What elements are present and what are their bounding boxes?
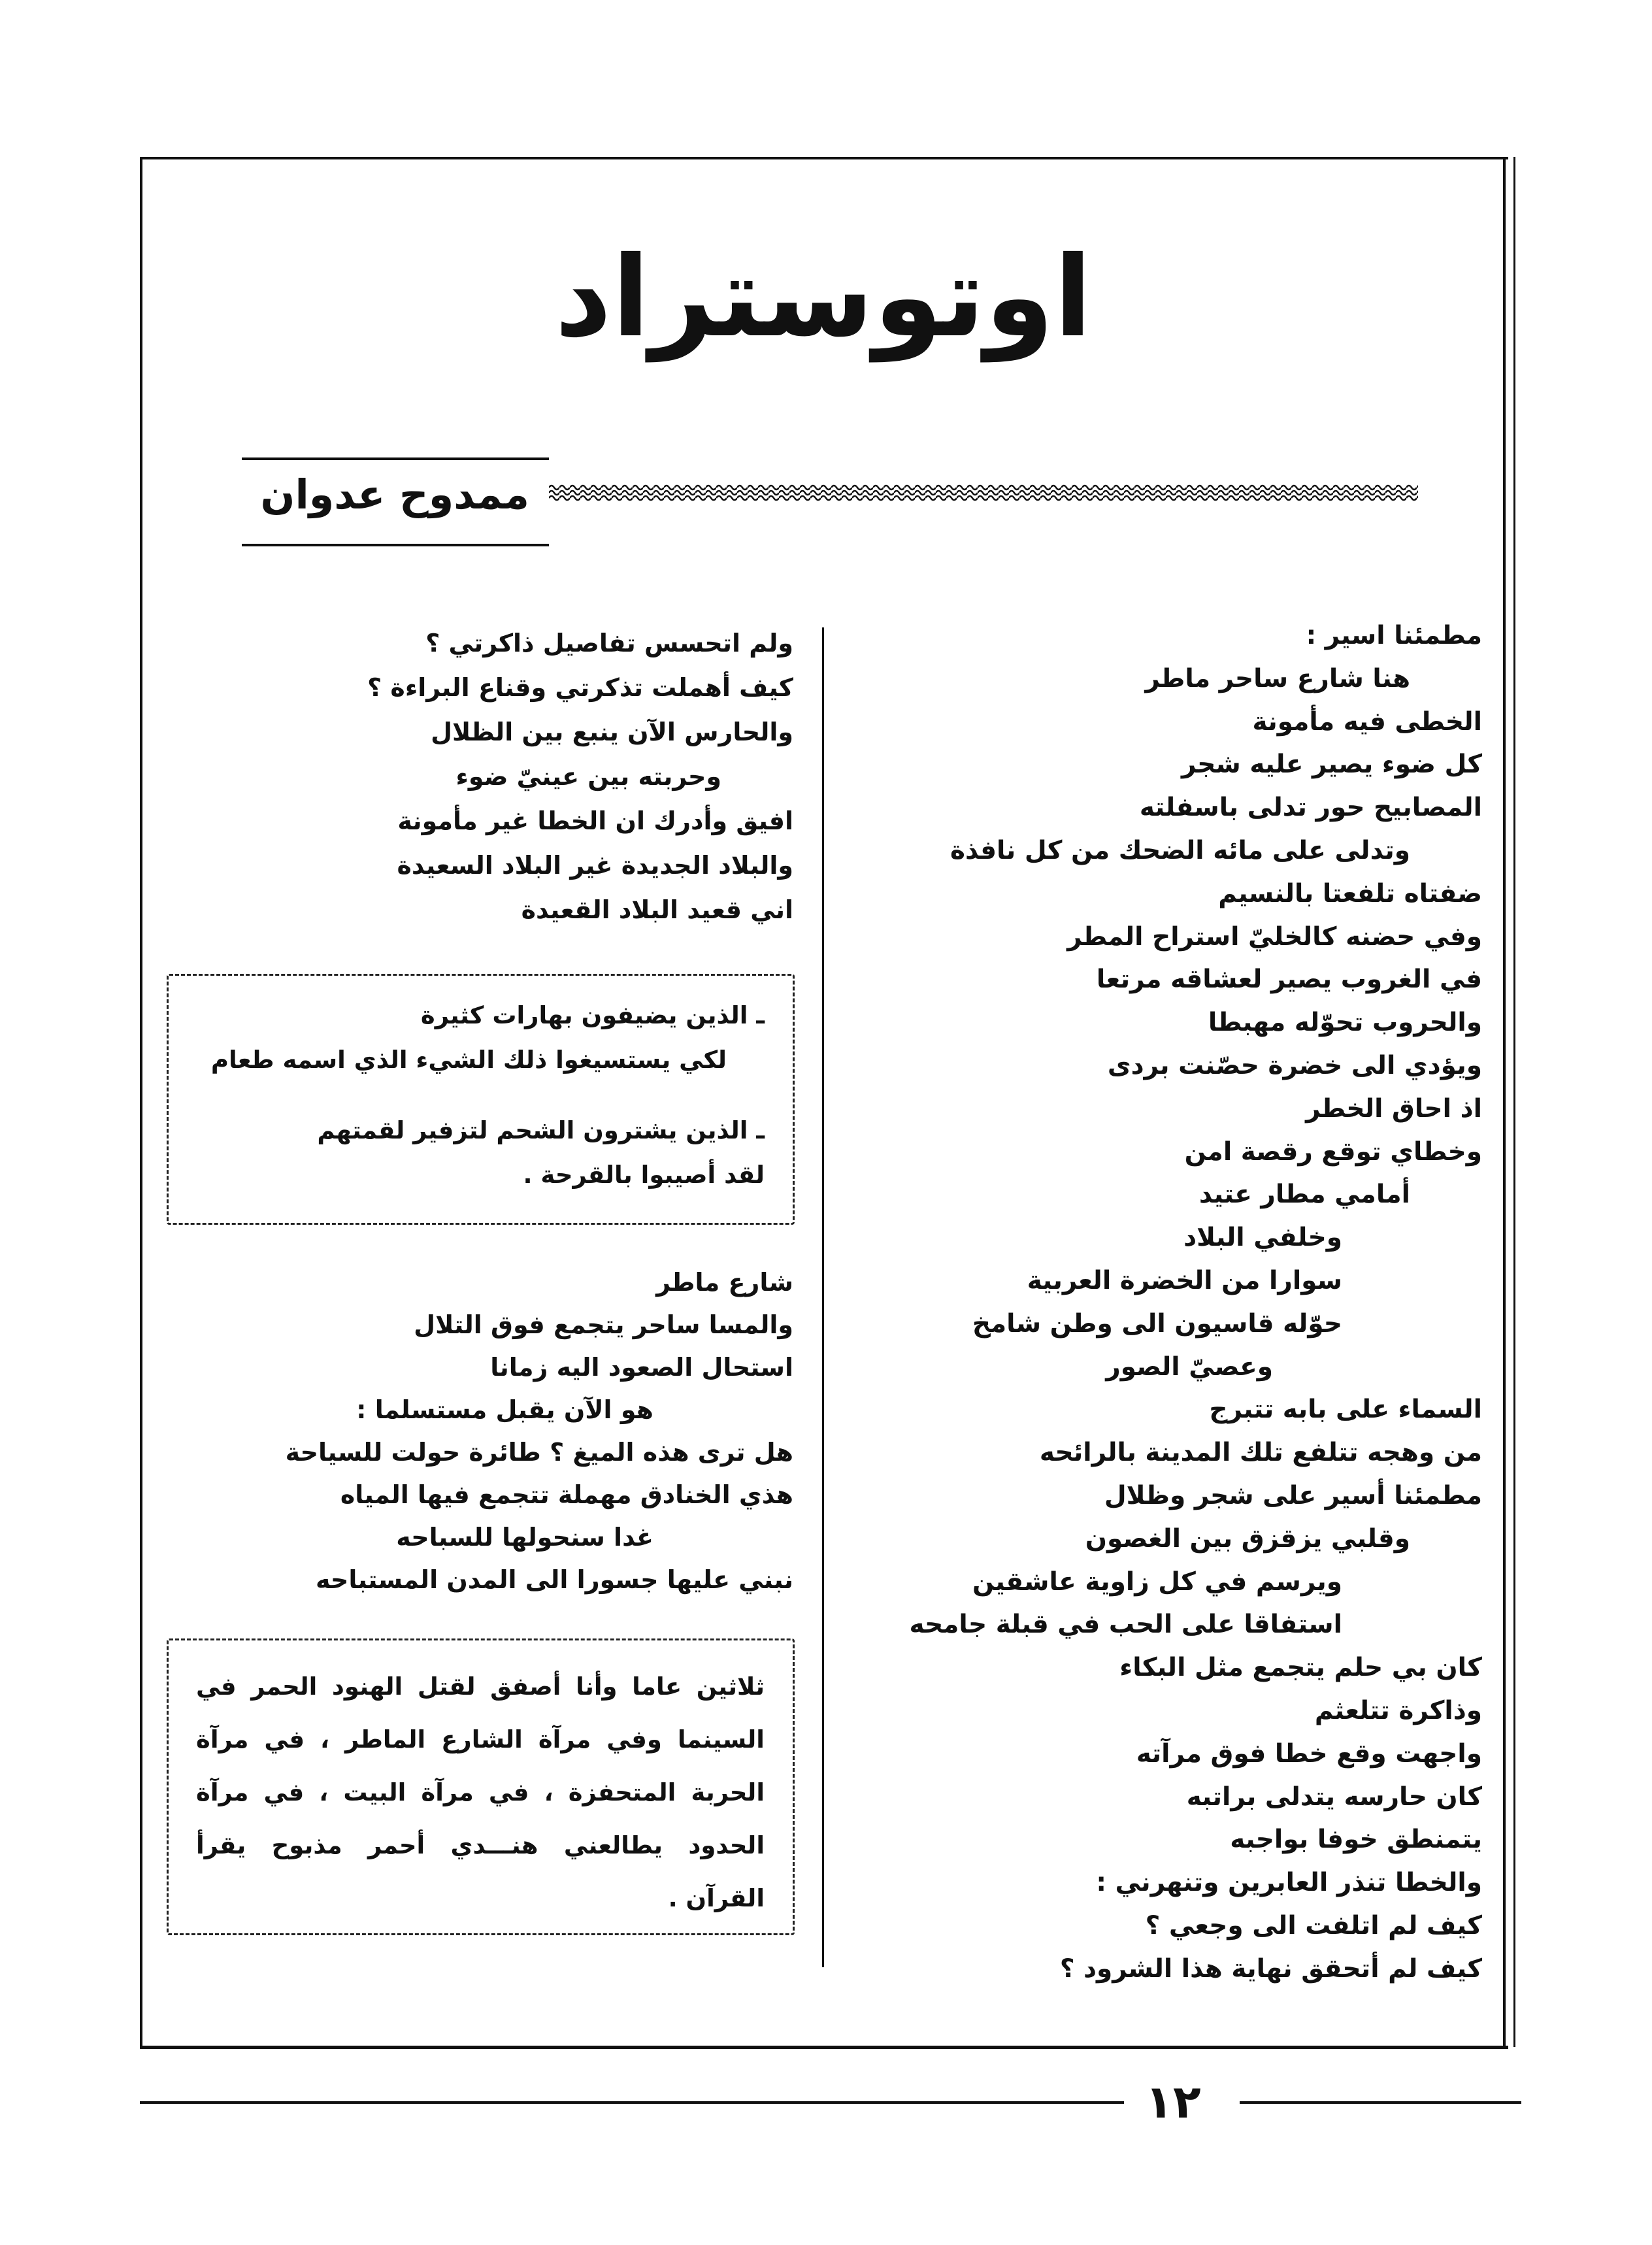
verse-line: وذاكرة تتلعثم [1314,1695,1482,1725]
verse-line: والخطا تنذر العابرين وتنهرني : [1096,1868,1482,1898]
verse-line: والبلاد الجديدة غير البلاد السعيدة [397,851,793,880]
verse-line: كيف لم أتحقق نهاية هذا الشرود ؟ [1059,1954,1482,1984]
verse-line: نبني عليها جسورا الى المدن المستباحه [315,1565,793,1594]
verse-line: اني قعيد البلاد القعيدة [521,895,793,924]
inset-box-1-text [186,993,765,1197]
verse-line: كيف لم اتلفت الى وجعي ؟ [1145,1910,1482,1940]
left-column-verse-middle [183,1261,793,1601]
verse-line: ويؤدي الى خضرة حصّنت بردى [1107,1050,1482,1080]
verse-line: والمسا ساحر يتجمع فوق التلال [414,1310,793,1339]
verse-line: وفي حضنه كالخليّ استراح المطر [1067,922,1482,952]
verse-line: السماء على بابه تتبرج [1209,1395,1482,1425]
stanza-gap [186,1082,765,1108]
verse-line: وخلفي البلاد [1183,1223,1342,1253]
footer-rule-left [140,2101,1124,2104]
verse-line: كل ضوء يصير عليه شجر [1181,750,1482,780]
verse-line: وخطاي توقع رقصة امن [1184,1137,1482,1167]
verse-line: والحروب تحوّله مهبطا [1208,1008,1482,1038]
verse-line: يتمنطق خوفا بواجبه [1230,1825,1482,1855]
verse-line: كان حارسه يتدلى براتبه [1186,1782,1482,1812]
verse-line: ولم اتحسس تفاصيل ذاكرتي ؟ [425,629,793,657]
decorative-wavy-rule [549,482,1418,503]
page-frame-right-double-rule [1503,157,1515,2047]
inset-box-2-paragraph: ثلاثين عاما وأنا أصفق لقتل الهنود الحمر في السينما وفي مرآة الشارع الماطر ، في مرآة الحربة المتحفزة ، في مرآة البيت ، في مرآة الحدود يطالعني هنـــدي أحمر مذبوح يقرأ القرآن . [196,1672,765,1912]
verse-line: هل ترى هذه الميغ ؟ طائرة حولت للسياحة [285,1438,793,1467]
verse-line: استحال الصعود اليه زمانا [490,1353,793,1382]
verse-line: افيق وأدرك ان الخطا غير مأمونة [397,807,793,835]
verse-line: هذي الخنادق مهملة تتجمع فيها المياه [340,1480,793,1509]
verse-line: هو الآن يقبل مستسلما : [356,1395,653,1424]
verse-line: وتدلى على مائه الضحك من كل نافذة [950,835,1410,865]
verse-line: وعصيّ الصور [1106,1352,1273,1382]
verse-line: ضفتاه تلفعتا بالنسيم [1218,878,1482,908]
verse-line: واجهت وقع خطا فوق مرآته [1136,1738,1482,1769]
verse-line: ـ الذين يضيفون بهارات كثيرة [420,1001,765,1029]
column-divider [822,627,824,1967]
verse-line: هنا شارع ساحر ماطر [1145,663,1410,693]
verse-line: أمامي مطار عتيد [1198,1180,1410,1210]
verse-line: في الغروب يصير لعشاقه مرتعا [1096,965,1482,995]
verse-line: وقلبي يزقزق بين الغصون [1085,1523,1410,1554]
verse-line: شارع ماطر [656,1268,793,1297]
verse-line: الخطى فيه مأمونة [1252,707,1482,737]
footer-rule-right [1240,2101,1521,2104]
verse-line: سوارا من الخضرة العربية [1027,1265,1342,1295]
verse-line: ـ الذين يشترون الشحم لتزفير لقمتهم [317,1116,765,1144]
verse-line: المصابيح حور تدلى باسفلته [1139,793,1482,823]
author-name: ممدوح عدوان [260,471,529,518]
verse-line: والحارس الآن ينبع بين الظلال [431,718,793,746]
verse-line: من وهجه تتلفع تلك المدينة بالرائحه [1039,1438,1482,1468]
verse-line: حوّله قاسيون الى وطن شامخ [972,1308,1342,1339]
verse-line: استفاقا على الحب في قبلة جامحه [909,1610,1342,1640]
verse-line: كيف أهملت تذكرتي وقناع البراءة ؟ [367,673,793,702]
poem-title: اوتوستراد [554,233,1093,362]
verse-line: لقد أصيبوا بالقرحة . [523,1161,765,1189]
verse-line: وحربته بين عينيّ ضوء [455,762,721,791]
verse-line: لكي يستسيغوا ذلك الشيء الذي اسمه طعام [210,1046,727,1074]
verse-line: ويرسم في كل زاوية عاشقين [972,1567,1342,1597]
verse-line: مطمئنا اسير : [1306,621,1482,650]
page-number: ١٢ [1145,2075,1201,2129]
verse-line: اذ احاق الخطر [1306,1093,1482,1123]
verse-line: غدا سنحولها للسباحه [396,1523,653,1552]
left-column-verse-top [183,621,793,932]
verse-line: كان بي حلم يتجمع مثل البكاء [1119,1653,1482,1683]
right-column-verse [902,614,1482,1991]
verse-line: مطمئنا أسير على شجر وظلال [1104,1480,1482,1510]
